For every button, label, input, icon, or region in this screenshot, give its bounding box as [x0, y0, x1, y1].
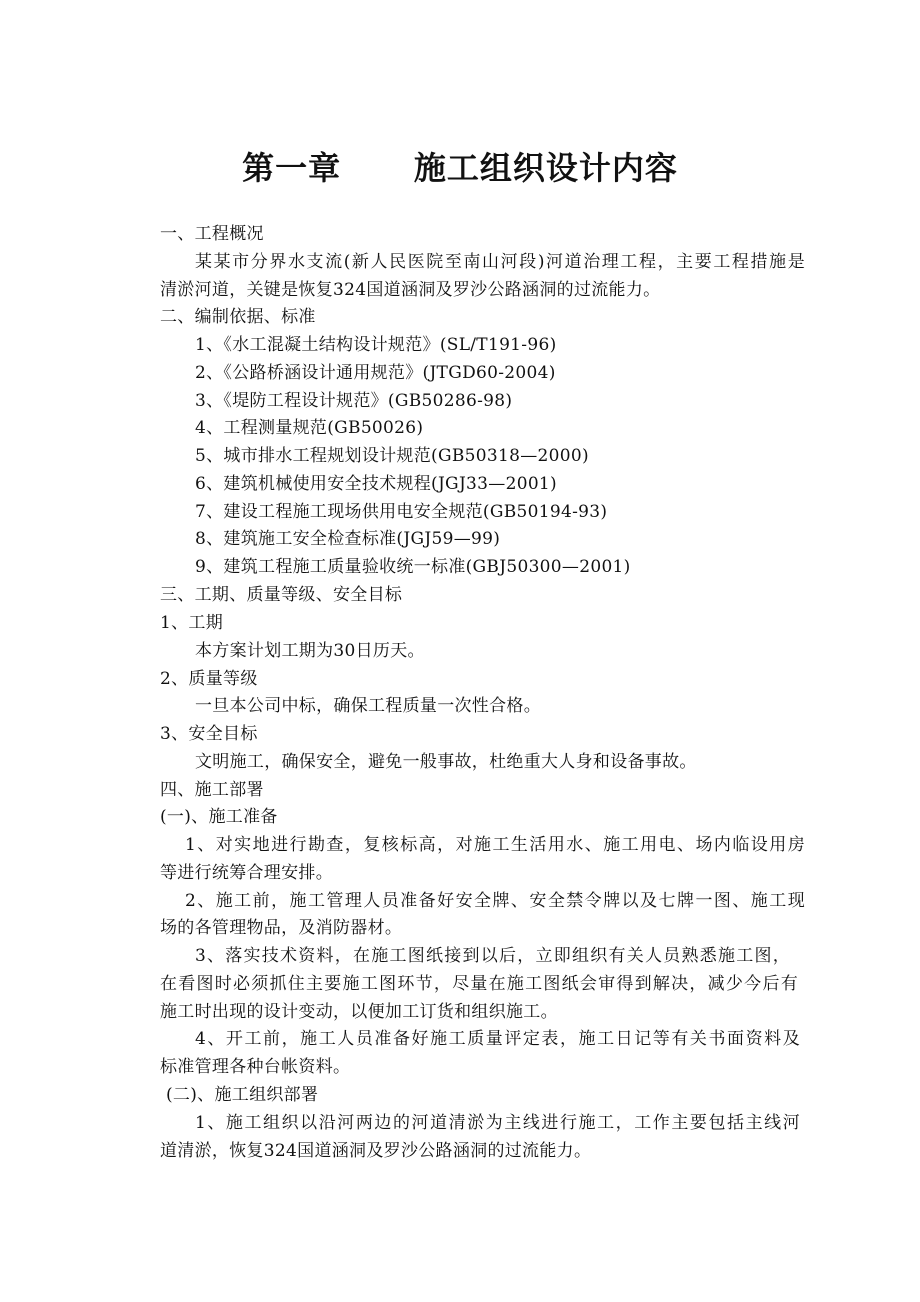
preparation-item-1-line-1: 1、对实地进行勘查，复核标高，对施工生活用水、施工用电、场内临设用房 [185, 835, 805, 855]
overview-paragraph-line-1: 某某市分界水支流(新人民医院至南山河段)河道治理工程，主要工程措施是 [195, 252, 805, 272]
preparation-subheading: (一)、施工准备 [160, 807, 278, 827]
basis-item-3: 3、《堤防工程设计规范》(GB50286-98) [195, 391, 513, 411]
preparation-item-2-line-1: 2、施工前，施工管理人员准备好安全牌、安全禁令牌以及七牌一图、施工现 [185, 891, 805, 911]
organization-subheading: (二)、施工组织部署 [166, 1085, 319, 1105]
organization-item-1-line-2: 道清淤，恢复324国道涵洞及罗沙公路涵洞的过流能力。 [160, 1141, 592, 1161]
preparation-item-3-line-2: 在看图时必须抓住主要施工图环节，尽量在施工图纸会审得到解决，减少今后有 [160, 974, 798, 994]
basis-item-9: 9、建筑工程施工质量验收统一标准(GBJ50300—2001) [195, 557, 631, 577]
basis-item-1: 1、《水工混凝土结构设计规范》(SL/T191-96) [195, 335, 557, 355]
quality-subheading: 2、质量等级 [160, 669, 258, 689]
organization-item-1-line-1: 1、施工组织以沿河两边的河道清淤为主线进行施工，工作主要包括主线河 [195, 1113, 800, 1133]
schedule-subheading: 1、工期 [160, 613, 224, 633]
preparation-item-2-line-2: 场的各管理物品，及消防器材。 [160, 918, 403, 938]
schedule-text: 本方案计划工期为30日历天。 [195, 641, 425, 661]
basis-item-2: 2、《公路桥涵设计通用规范》(JTGD60-2004) [195, 363, 556, 383]
section-heading-basis: 二、编制依据、标准 [160, 307, 316, 327]
safety-text: 文明施工，确保安全，避免一般事故，杜绝重大人身和设备事故。 [195, 752, 697, 772]
overview-paragraph-line-2: 清淤河道，关键是恢复324国道涵洞及罗沙公路涵洞的过流能力。 [160, 280, 661, 300]
basis-item-6: 6、建筑机械使用安全技术规程(JGJ33—2001) [195, 474, 557, 494]
section-heading-overview: 一、工程概况 [160, 224, 264, 244]
preparation-item-3-line-3: 施工时出现的设计变动，以便加工订货和组织施工。 [160, 1002, 558, 1022]
preparation-item-1-line-2: 等进行统筹合理安排。 [160, 863, 333, 883]
basis-item-4: 4、工程测量规范(GB50026) [195, 418, 424, 438]
basis-item-7: 7、建设工程施工现场供用电安全规范(GB50194-93) [195, 502, 608, 522]
preparation-item-4-line-1: 4、开工前，施工人员准备好施工质量评定表，施工日记等有关书面资料及 [195, 1029, 800, 1049]
section-heading-schedule: 三、工期、质量等级、安全目标 [160, 585, 403, 605]
safety-subheading: 3、安全目标 [160, 724, 258, 744]
quality-text: 一旦本公司中标，确保工程质量一次性合格。 [195, 696, 541, 716]
preparation-item-3-line-1: 3、落实技术资料，在施工图纸接到以后，立即组织有关人员熟悉施工图， [195, 946, 790, 966]
section-heading-deployment: 四、施工部署 [160, 780, 264, 800]
chapter-title: 第一章 施工组织设计内容 [242, 149, 678, 187]
basis-item-8: 8、建筑施工安全检查标准(JGJ59—99) [195, 529, 501, 549]
preparation-item-4-line-2: 标准管理各种台帐资料。 [160, 1057, 351, 1077]
basis-item-5: 5、城市排水工程规划设计规范(GB50318—2000) [195, 446, 589, 466]
